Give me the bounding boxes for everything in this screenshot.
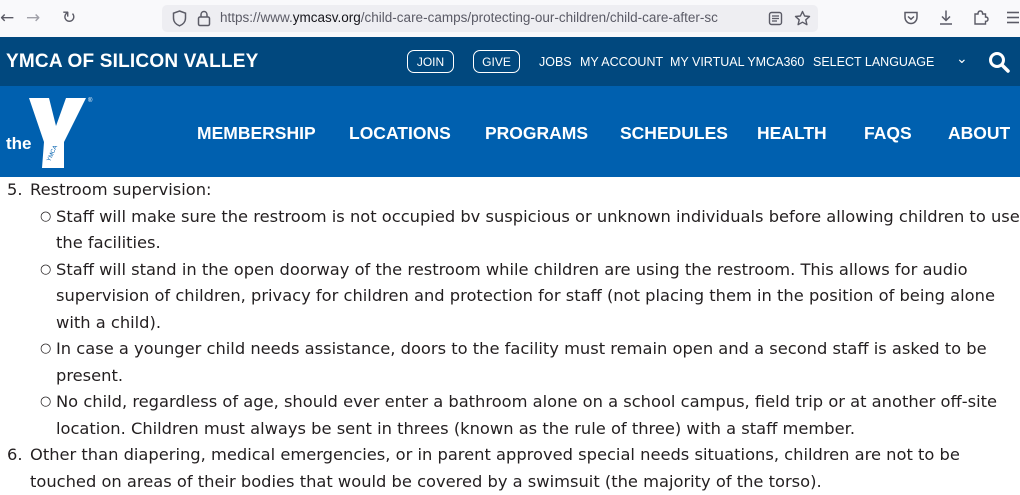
select-language-dropdown[interactable]: SELECT LANGUAGE bbox=[813, 55, 935, 69]
sub-list-item bbox=[0, 389, 1020, 442]
back-icon[interactable]: ← bbox=[0, 8, 15, 28]
ymca-logo[interactable] bbox=[4, 92, 96, 172]
sub-item-text: Staff will make sure the restroom is not occupied bv suspicious or unknown individuals before allowing children to use the facilities. bbox=[56, 206, 1020, 252]
nav-membership[interactable]: MEMBERSHIP bbox=[197, 123, 316, 143]
circle-bullet-icon: ○ bbox=[40, 208, 52, 224]
forward-icon[interactable]: → bbox=[26, 8, 41, 28]
shield-icon[interactable] bbox=[172, 10, 187, 27]
list-item-title: Restroom supervision: bbox=[30, 180, 212, 199]
lock-icon[interactable] bbox=[197, 10, 211, 27]
chevron-down-icon[interactable]: ⌄ bbox=[956, 50, 968, 66]
browser-toolbar bbox=[0, 0, 1020, 38]
my-virtual-ymca360-link[interactable]: MY VIRTUAL YMCA360 bbox=[670, 55, 805, 69]
logo-ymca-text: YMCA bbox=[46, 144, 60, 163]
list-number: 5. bbox=[7, 180, 23, 199]
sub-item-text: Staff will stand in the open doorway of the restroom while children are using the restroom. This allows for audio supervision of children, privacy for children and protection for staff (not placing them in the position of being alone with a child). bbox=[56, 259, 995, 332]
registered-icon: ® bbox=[88, 98, 93, 104]
sub-list-item bbox=[0, 336, 1020, 389]
nav-about[interactable]: ABOUT bbox=[948, 123, 1011, 143]
url-text[interactable] bbox=[220, 10, 752, 25]
article-content bbox=[0, 177, 1020, 494]
star-icon[interactable] bbox=[794, 10, 811, 27]
extensions-icon[interactable] bbox=[972, 9, 989, 26]
jobs-link[interactable]: JOBS bbox=[539, 55, 572, 69]
circle-bullet-icon: ○ bbox=[40, 394, 52, 409]
nav-locations[interactable]: LOCATIONS bbox=[349, 123, 451, 143]
reload-icon[interactable]: ↻ bbox=[62, 8, 77, 28]
sub-list-item bbox=[0, 257, 1020, 337]
nav-health[interactable]: HEALTH bbox=[757, 123, 827, 143]
utility-bar bbox=[0, 37, 1020, 86]
main-nav bbox=[0, 86, 1020, 177]
circle-bullet-icon: ○ bbox=[40, 341, 52, 356]
list-item-5 bbox=[0, 177, 1020, 442]
pocket-icon[interactable] bbox=[903, 10, 919, 26]
sub-item-text: No child, regardless of age, should ever enter a bathroom alone on a school campus, field trip or at another off-site location. Children must always be sent in threes (known as the rule of three) with a staff member. bbox=[56, 392, 997, 438]
address-bar[interactable] bbox=[162, 5, 818, 32]
policy-list bbox=[0, 177, 1020, 495]
nav-faqs[interactable]: FAQS bbox=[864, 123, 912, 143]
logo-the-text: the bbox=[6, 134, 32, 153]
sub-list-item bbox=[0, 204, 1020, 257]
menu-icon[interactable] bbox=[1006, 10, 1020, 25]
url-path: /child-care-camps/protecting-our-children/child-care-after-sc bbox=[360, 10, 718, 25]
nav-schedules[interactable]: SCHEDULES bbox=[620, 123, 728, 143]
download-icon[interactable] bbox=[938, 9, 954, 26]
search-icon[interactable] bbox=[988, 51, 1010, 73]
nav-programs[interactable]: PROGRAMS bbox=[485, 123, 589, 143]
url-host: ymcasv.org bbox=[292, 10, 361, 25]
my-account-link[interactable]: MY ACCOUNT bbox=[580, 55, 664, 69]
url-scheme: https://www. bbox=[220, 10, 293, 25]
org-name-link[interactable]: YMCA OF SILICON VALLEY bbox=[6, 51, 259, 72]
circle-bullet-icon: ○ bbox=[40, 261, 52, 277]
give-button[interactable]: GIVE bbox=[473, 50, 520, 73]
sub-list bbox=[0, 204, 1020, 443]
list-number: 6. bbox=[7, 445, 23, 464]
join-button[interactable]: JOIN bbox=[407, 50, 454, 73]
list-item-6 bbox=[0, 442, 1020, 495]
sub-item-text: In case a younger child needs assistance, doors to the facility must remain open and a second staff is asked to be present. bbox=[56, 339, 987, 385]
reader-view-icon[interactable] bbox=[768, 11, 783, 26]
list-item-text: Other than diapering, medical emergencies, or in parent approved special needs situations, children are not to be touched on areas of their bodies that would be covered by a swimsuit (the majority of the torso). bbox=[30, 445, 960, 491]
